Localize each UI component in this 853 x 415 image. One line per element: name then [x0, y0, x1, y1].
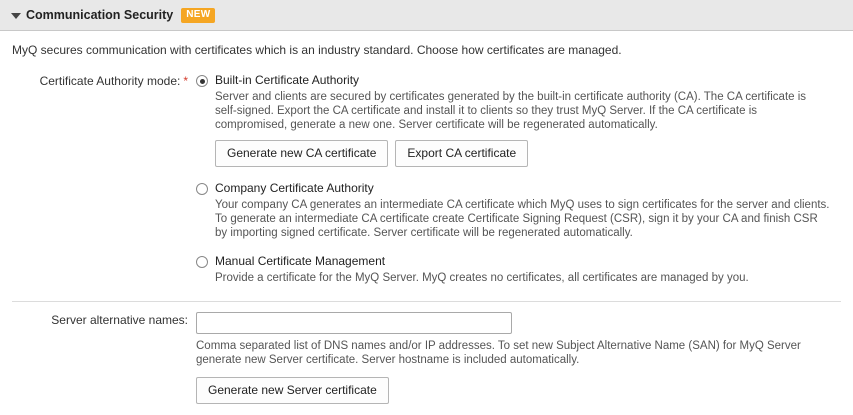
option-builtin-ca: [196, 73, 841, 167]
description-manual-certificate: Provide a certificate for the MyQ Server. MyQ creates no certificates, all certificates are managed by you.: [215, 272, 749, 284]
export-ca-certificate-button[interactable]: Export CA certificate: [395, 140, 528, 167]
generate-new-ca-certificate-button[interactable]: Generate new CA certificate: [215, 140, 388, 167]
radio-company-ca[interactable]: [196, 183, 208, 195]
san-field-group: [196, 312, 841, 404]
page-title: Communication Security: [26, 8, 174, 22]
radio-line-company-ca[interactable]: [196, 181, 841, 195]
san-button-row: [196, 377, 841, 404]
description-company-ca: Your company CA generates an intermediate CA certificate which MyQ uses to sign certificates for the server and clients. To generate an intermediate CA certificate create Certificate Signing Request (CSR), sign it by your CA and finish CSR by importing signed certificate. Server certificate will be regenerated automatically.: [215, 199, 830, 239]
radio-line-builtin-ca[interactable]: [196, 73, 841, 87]
required-marker: *: [183, 74, 188, 88]
builtin-ca-buttons: [215, 140, 841, 167]
san-row: [0, 312, 853, 404]
san-hint: Comma separated list of DNS names and/or IP addresses. To set new Subject Alternative Name (SAN) for MyQ Server generate new Server certificate. Server hostname is included automatically.: [196, 340, 801, 366]
ca-mode-label-text: Certificate Authority mode:: [39, 74, 181, 88]
generate-new-server-certificate-button[interactable]: Generate new Server certificate: [196, 377, 389, 404]
server-alternative-names-input[interactable]: [196, 312, 512, 334]
radio-label-builtin-ca: Built-in Certificate Authority: [215, 73, 360, 87]
triangle-down-icon[interactable]: [10, 9, 22, 21]
section-header[interactable]: [0, 0, 853, 31]
status-badge: NEW: [181, 8, 215, 23]
section-divider: [12, 301, 841, 302]
ca-mode-row: [0, 73, 853, 285]
ca-mode-options: [196, 73, 841, 285]
radio-builtin-ca[interactable]: [196, 75, 208, 87]
option-company-ca: [196, 181, 841, 240]
option-manual-certificate: [196, 254, 841, 285]
radio-line-manual-certificate[interactable]: [196, 254, 841, 268]
radio-label-manual-certificate: Manual Certificate Management: [215, 254, 386, 268]
san-label: Server alternative names:: [51, 313, 188, 327]
intro-text: MyQ secures communication with certificates which is an industry standard. Choose how certificates are managed.: [12, 43, 622, 57]
description-builtin-ca: Server and clients are secured by certificates generated by the built-in certificate authority (CA). The CA certificate is self-signed. Export the CA certificate and install it to clients so they trust MyQ Server. If the CA certificate is compromised, generate a new one. Server certificate will be regenerated automatically.: [215, 91, 807, 131]
radio-manual-certificate[interactable]: [196, 256, 208, 268]
ca-mode-label: [12, 73, 196, 285]
radio-label-company-ca: Company Certificate Authority: [215, 181, 374, 195]
